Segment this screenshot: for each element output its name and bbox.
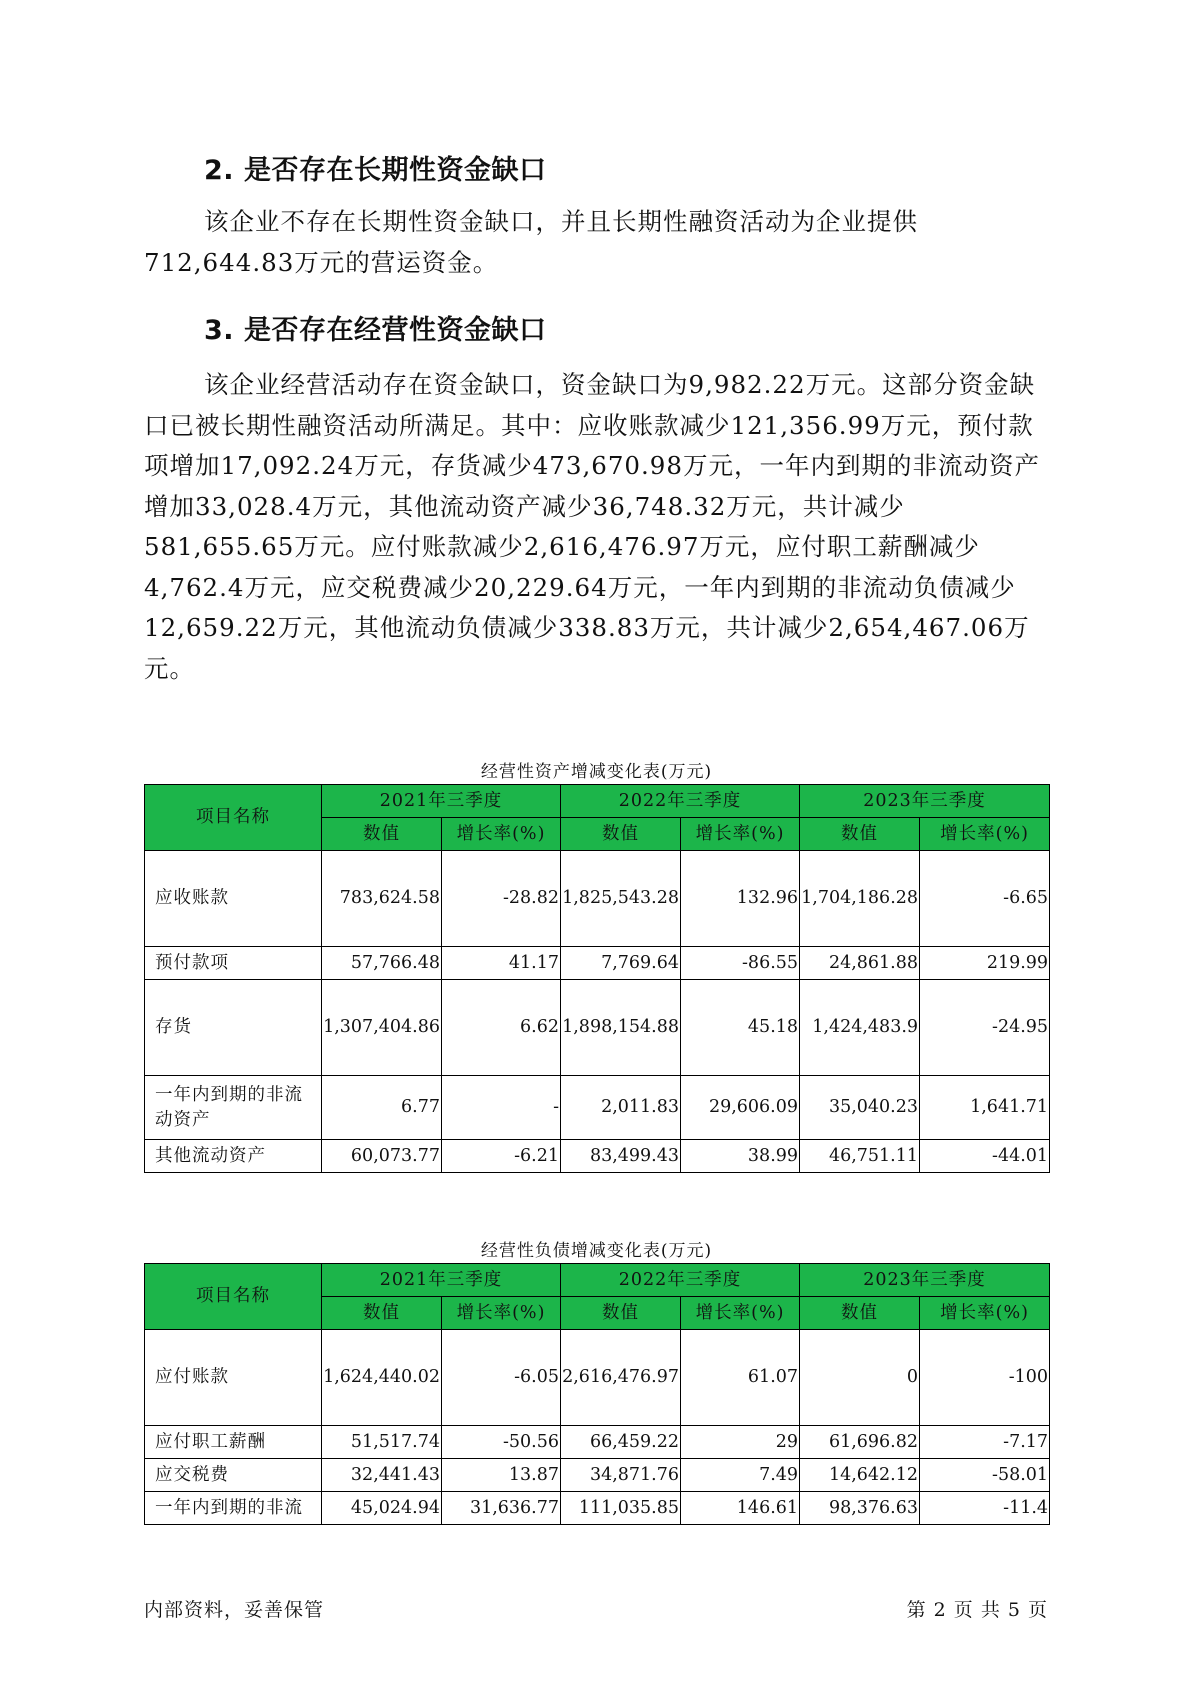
row-name: 存货 — [145, 980, 322, 1076]
value-2023: 46,751.11 — [800, 1140, 920, 1173]
growth-2023: -58.01 — [920, 1459, 1050, 1492]
value-2021: 6.77 — [322, 1076, 442, 1140]
growth-2022: 45.18 — [681, 980, 800, 1076]
growth-2021: 31,636.77 — [442, 1492, 561, 1525]
growth-2023: -6.65 — [920, 851, 1050, 947]
growth-2022: 146.61 — [681, 1492, 800, 1525]
value-2022: 34,871.76 — [561, 1459, 681, 1492]
header-period-2022: 2022年三季度 — [561, 1264, 800, 1297]
growth-2022: -86.55 — [681, 947, 800, 980]
growth-2021: 13.87 — [442, 1459, 561, 1492]
section-heading-operating-gap: 3. 是否存在经营性资金缺口 — [204, 315, 547, 346]
row-name: 应付职工薪酬 — [145, 1426, 322, 1459]
growth-2021: 6.62 — [442, 980, 561, 1076]
value-2023: 0 — [800, 1330, 920, 1426]
growth-2023: -24.95 — [920, 980, 1050, 1076]
value-2023: 1,704,186.28 — [800, 851, 920, 947]
operating-assets-table — [144, 784, 1050, 1173]
table-row — [145, 1426, 1050, 1459]
header-growth: 增长率(%) — [442, 1297, 561, 1330]
growth-2023: -44.01 — [920, 1140, 1050, 1173]
table-row — [145, 980, 1050, 1076]
header-value: 数值 — [322, 818, 442, 851]
value-2021: 1,624,440.02 — [322, 1330, 442, 1426]
growth-2021: -50.56 — [442, 1426, 561, 1459]
growth-2022: 7.49 — [681, 1459, 800, 1492]
value-2021: 51,517.74 — [322, 1426, 442, 1459]
row-name: 应收账款 — [145, 851, 322, 947]
header-value: 数值 — [561, 1297, 681, 1330]
header-growth: 增长率(%) — [920, 818, 1050, 851]
value-2023: 98,376.63 — [800, 1492, 920, 1525]
header-period-2021: 2021年三季度 — [322, 785, 561, 818]
growth-2022: 38.99 — [681, 1140, 800, 1173]
growth-2021: 41.17 — [442, 947, 561, 980]
growth-2023: -11.4 — [920, 1492, 1050, 1525]
value-2022: 2,616,476.97 — [561, 1330, 681, 1426]
growth-2023: -100 — [920, 1330, 1050, 1426]
row-name: 预付款项 — [145, 947, 322, 980]
footer-page-number: 第 2 页 共 5 页 — [906, 1599, 1048, 1621]
row-name: 应付账款 — [145, 1330, 322, 1426]
table-row — [145, 947, 1050, 980]
header-item-name: 项目名称 — [145, 1264, 322, 1330]
header-growth: 增长率(%) — [920, 1297, 1050, 1330]
header-period-2022: 2022年三季度 — [561, 785, 800, 818]
value-2022: 1,825,543.28 — [561, 851, 681, 947]
value-2023: 35,040.23 — [800, 1076, 920, 1140]
section-text-long-term-gap: 该企业不存在长期性资金缺口，并且长期性融资活动为企业提供712,644.83万元的营运资金。 — [144, 207, 918, 277]
header-value: 数值 — [322, 1297, 442, 1330]
value-2023: 61,696.82 — [800, 1426, 920, 1459]
value-2021: 783,624.58 — [322, 851, 442, 947]
header-growth: 增长率(%) — [681, 1297, 800, 1330]
table-title-operating-assets: 经营性资产增减变化表(万元) — [480, 762, 713, 782]
growth-2023: 1,641.71 — [920, 1076, 1050, 1140]
value-2023: 1,424,483.9 — [800, 980, 920, 1076]
header-period-2023: 2023年三季度 — [800, 1264, 1050, 1297]
table-row — [145, 851, 1050, 947]
value-2022: 2,011.83 — [561, 1076, 681, 1140]
growth-2022: 29 — [681, 1426, 800, 1459]
section-text-operating-gap: 该企业经营活动存在资金缺口，资金缺口为9,982.22万元。这部分资金缺口已被长期性融资活动所满足。其中：应收账款减少121,356.99万元，预付款项增加17,092.24万元，存货减少473,670.98万元，一年内到期的非流动资产增加33,028.4万元，其他流动资产减少36,748.32万元，共计减少581,655.65万元。应付账款减少2,616,476.97万元，应付职工薪酬减少4,762.4万元，应交税费减少20,229.64万元，一年内到期的非流动负债减少12,659.22万元，其他流动负债减少338.83万元，共计减少2,654,467.06万元。 — [144, 370, 1040, 683]
value-2022: 1,898,154.88 — [561, 980, 681, 1076]
value-2022: 66,459.22 — [561, 1426, 681, 1459]
header-growth: 增长率(%) — [442, 818, 561, 851]
value-2022: 83,499.43 — [561, 1140, 681, 1173]
value-2021: 1,307,404.86 — [322, 980, 442, 1076]
growth-2022: 132.96 — [681, 851, 800, 947]
row-name: 一年内到期的非流 — [145, 1492, 322, 1525]
table-row — [145, 1140, 1050, 1173]
growth-2021: -6.21 — [442, 1140, 561, 1173]
value-2023: 14,642.12 — [800, 1459, 920, 1492]
growth-2023: -7.17 — [920, 1426, 1050, 1459]
footer-confidential-note: 内部资料，妥善保管 — [144, 1599, 325, 1621]
table-title-operating-liabilities: 经营性负债增减变化表(万元) — [480, 1241, 713, 1261]
growth-2021: -28.82 — [442, 851, 561, 947]
value-2021: 45,024.94 — [322, 1492, 442, 1525]
growth-2022: 61.07 — [681, 1330, 800, 1426]
table-row — [145, 1492, 1050, 1525]
table-row — [145, 1459, 1050, 1492]
header-period-2021: 2021年三季度 — [322, 1264, 561, 1297]
growth-2023: 219.99 — [920, 947, 1050, 980]
value-2021: 32,441.43 — [322, 1459, 442, 1492]
row-name: 应交税费 — [145, 1459, 322, 1492]
growth-2022: 29,606.09 — [681, 1076, 800, 1140]
table-row — [145, 1330, 1050, 1426]
header-value: 数值 — [800, 1297, 920, 1330]
header-value: 数值 — [561, 818, 681, 851]
table-row — [145, 1076, 1050, 1140]
value-2022: 7,769.64 — [561, 947, 681, 980]
growth-2021: -6.05 — [442, 1330, 561, 1426]
row-name: 其他流动资产 — [145, 1140, 322, 1173]
value-2021: 57,766.48 — [322, 947, 442, 980]
row-name: 一年内到期的非流动资产 — [145, 1076, 322, 1140]
value-2021: 60,073.77 — [322, 1140, 442, 1173]
header-item-name: 项目名称 — [145, 785, 322, 851]
section-heading-long-term-gap: 2. 是否存在长期性资金缺口 — [204, 155, 547, 186]
value-2022: 111,035.85 — [561, 1492, 681, 1525]
header-value: 数值 — [800, 818, 920, 851]
header-growth: 增长率(%) — [681, 818, 800, 851]
growth-2021: - — [442, 1076, 561, 1140]
header-period-2023: 2023年三季度 — [800, 785, 1050, 818]
value-2023: 24,861.88 — [800, 947, 920, 980]
operating-liabilities-table — [144, 1263, 1050, 1525]
